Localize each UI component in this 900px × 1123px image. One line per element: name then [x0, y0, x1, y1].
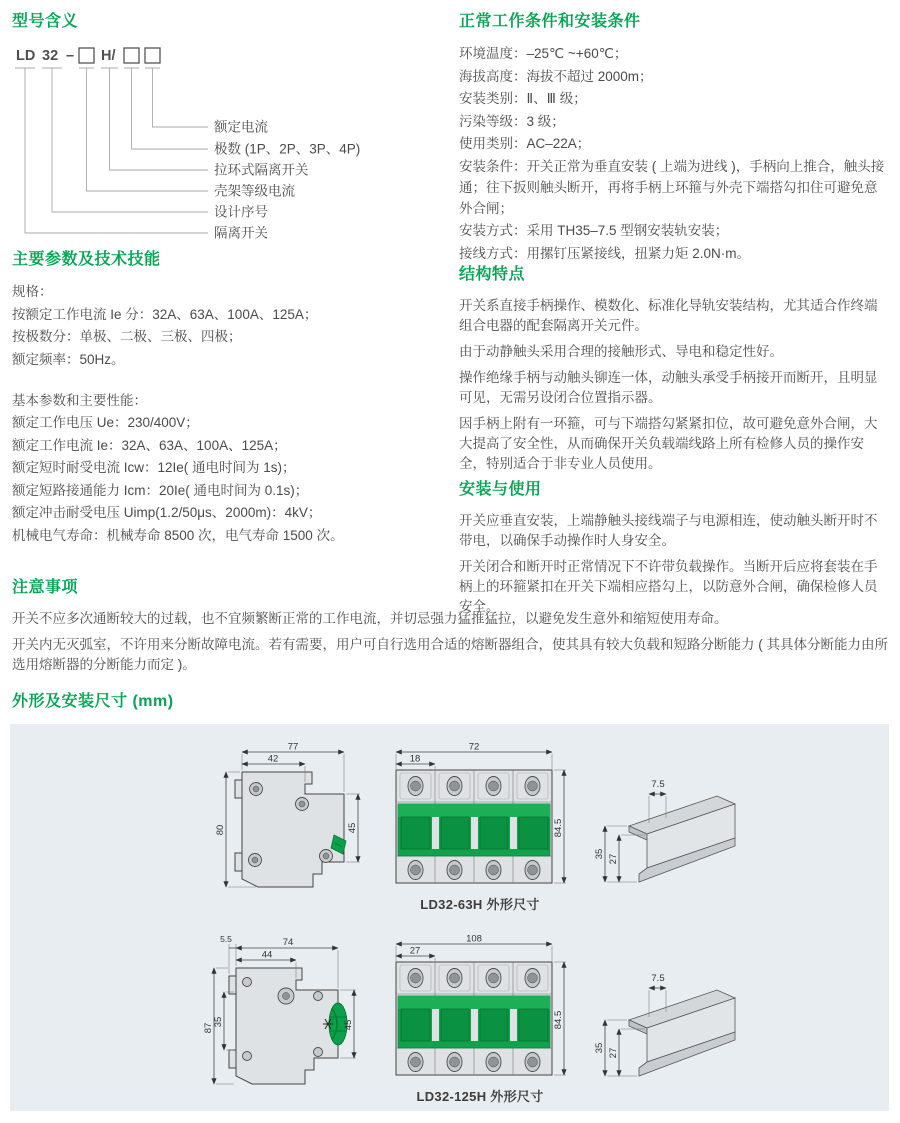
spec-item: 额定频率：50Hz。 [12, 351, 125, 367]
structure-paragraph: 由于动静触头采用合理的接触形式、导电和稳定性好。 [459, 344, 783, 359]
device-body [396, 962, 552, 1075]
perf-item: 机械电气寿命：机械寿命 8500 次，电气寿命 1500 次。 [12, 527, 344, 543]
perf-item: 基本参数和主要性能： [12, 392, 147, 408]
model-code-box-poles [124, 48, 139, 63]
perf-item: 额定短路接通能力 Icm：20Ie( 通电时间为 0.1s)； [12, 482, 309, 498]
perf-item: 额定短时耐受电流 Icw：12Ie( 通电时间为 1s)； [12, 460, 296, 475]
install-paragraph: 开关闭合和断开时正常情况下不许带负载操作。当断开后应将套装在手柄上的环箍紧扣在开关下端相应搭勾上，以防意外合闸，确保检修人员安全。 [459, 559, 878, 614]
dim-label: 7.5 [651, 973, 665, 984]
model-meaning-diagram [12, 43, 432, 245]
perf-item: 额定工作电压 Ue：230/400V； [12, 415, 199, 430]
dim-label: 108 [466, 933, 482, 945]
dim-label: 27 [608, 853, 619, 865]
model-label-pull-ring: 拉环式隔离开关 [214, 162, 309, 178]
condition-item: 安装条件：开关正常为垂直安装 ( 上端为进线 )，手柄向上推合，触头接通；往下扳则触头断开，再将手柄上环箍与外壳下端搭勾扣住可避免意外合闸； [459, 158, 885, 216]
spec-item: 按极数分：单极、二极、三极、四极； [12, 329, 242, 344]
model-label-design-no: 设计序号 [214, 204, 268, 220]
dim-label: 80 [215, 824, 226, 836]
model-code-prefix: LD [16, 48, 36, 64]
dim-label: 35 [594, 848, 605, 860]
model-labels [214, 119, 360, 241]
condition-item: 污染等级：3 级； [459, 113, 565, 129]
structure-paragraph: 开关系直接手柄操作、模数化、标准化导轨安装结构，尤其适合作终端组合电器的配套隔离开关元件。 [459, 298, 878, 333]
dimensions-panel [10, 724, 889, 1111]
condition-item: 接线方式：用摞钉压紧接线，扭紧力矩 2.0N·m。 [459, 245, 751, 261]
device-body [229, 968, 347, 1084]
green-handle-band [398, 804, 550, 856]
model-label-rated-current: 额定电流 [214, 119, 268, 135]
model-code-box-current [145, 48, 160, 63]
dim-label: 5.5 [220, 934, 232, 944]
structure-paragraph: 操作绝缘手柄与动触头铆连一体，动触头承受手柄接开而断开，且明显可见，无需另设闭合位置指示器。 [459, 370, 878, 405]
dim-label: 7.5 [651, 779, 665, 790]
green-handle-band [398, 996, 550, 1048]
front-view-63h-drawing [388, 740, 578, 895]
spec-item: 规格： [12, 284, 53, 299]
model-label-isolator: 隔离开关 [214, 225, 268, 241]
dim-label: 27 [409, 945, 421, 957]
model-code-box-frame [79, 48, 94, 63]
device-body [396, 770, 552, 883]
dim-label: 27 [608, 1047, 619, 1059]
condition-item: 安装方式：采用 TH35–7.5 型钢安装轨安装； [459, 223, 729, 238]
conditions-section-title: 正常工作条件和安装条件 [459, 13, 641, 30]
dim-label: 45 [347, 822, 358, 834]
dim-label: 42 [267, 753, 279, 765]
front-view-125h-drawing [388, 932, 578, 1087]
condition-item: 使用类别：AC–22A； [459, 136, 591, 151]
notes-section-title: 注意事项 [12, 579, 79, 596]
structure-paragraph: 因手柄上附有一环箍，可与下端搭勾紧紧扣位，故可避免意外合闸，大大提高了安全性，从而确保开关负载端线路上所有检修人员的操作安全，特别适合于非专业人员使用。 [459, 416, 878, 471]
dim-label: 18 [409, 753, 421, 765]
right-column [459, 12, 889, 623]
caption-125h: LD32-125H 外形尺寸 [416, 1089, 544, 1104]
dim-label: 72 [468, 741, 480, 753]
dim-label: 74 [282, 937, 294, 948]
model-label-poles: 极数 (1P、2P、3P、4P) [214, 141, 361, 157]
side-view-125h-drawing [202, 934, 374, 1092]
dim-label: 87 [203, 1022, 214, 1034]
model-leader-lines [15, 68, 208, 233]
dim-label: 84.5 [553, 1010, 564, 1030]
dim-label: 84.5 [553, 818, 564, 838]
dim-label: 77 [287, 741, 299, 753]
model-label-frame-current: 壳架等级电流 [214, 183, 295, 199]
condition-item: 安装类别：Ⅱ、Ⅲ 级； [459, 91, 587, 106]
dim-label: 44 [261, 949, 273, 961]
notes-section [12, 578, 889, 681]
dim-label: 35 [213, 1016, 224, 1028]
rail-body [629, 796, 735, 882]
din-rail-drawing-2 [595, 968, 755, 1080]
dimensions-section-title: 外形及安装尺寸 (mm) [12, 693, 174, 710]
dim-label: 35 [594, 1042, 605, 1054]
notes-paragraph: 开关不应多次通断较大的过载，也不宜频繁断正常的工作电流，并切忌强力猛推猛拉，以避免发生意外和缩短使用寿命。 [12, 611, 728, 626]
model-code-h: H/ [101, 48, 116, 64]
device-body [235, 772, 346, 887]
dim-label: 45 [343, 1019, 354, 1031]
model-section-title: 型号含义 [12, 13, 79, 30]
model-code-dash: – [66, 48, 75, 64]
left-column [12, 12, 446, 547]
rail-body [629, 990, 735, 1076]
model-code-line [16, 48, 160, 64]
spec-item: 按额定工作电流 Ie 分：32A、63A、100A、125A； [12, 306, 318, 322]
perf-item: 额定工作电流 Ie：32A、63A、100A、125A； [12, 437, 287, 453]
model-code-series: 32 [42, 48, 59, 64]
dimensions-section [12, 692, 174, 723]
perf-item: 额定冲击耐受电压 Uimp(1.2/50μs、2000m)：4kV； [12, 505, 322, 520]
side-view-63h-drawing [212, 740, 372, 895]
condition-item: 环境温度：–25℃ ~+60℃； [459, 46, 628, 61]
din-rail-drawing [595, 774, 755, 886]
install-section-title: 安装与使用 [459, 481, 542, 498]
install-paragraph: 开关应垂直安装，上端静触头接线端子与电源相连，使动触头断开时不带电，以确保手动操作时人身安全。 [459, 513, 878, 548]
condition-item: 海拔高度：海拔不超过 2000m； [459, 68, 653, 84]
structure-section-title: 结构特点 [459, 266, 526, 283]
caption-63h: LD32-63H 外形尺寸 [420, 897, 540, 912]
notes-paragraph: 开关内无灭弧室，不许用来分断故障电流。若有需要，用户可自行选用合适的熔断器组合，使其具有较大负载和短路分断能力 ( 其具体分断能力由所选用熔断器的分断能力而定 )。 [12, 637, 888, 672]
params-section-title: 主要参数及技术技能 [12, 251, 161, 268]
